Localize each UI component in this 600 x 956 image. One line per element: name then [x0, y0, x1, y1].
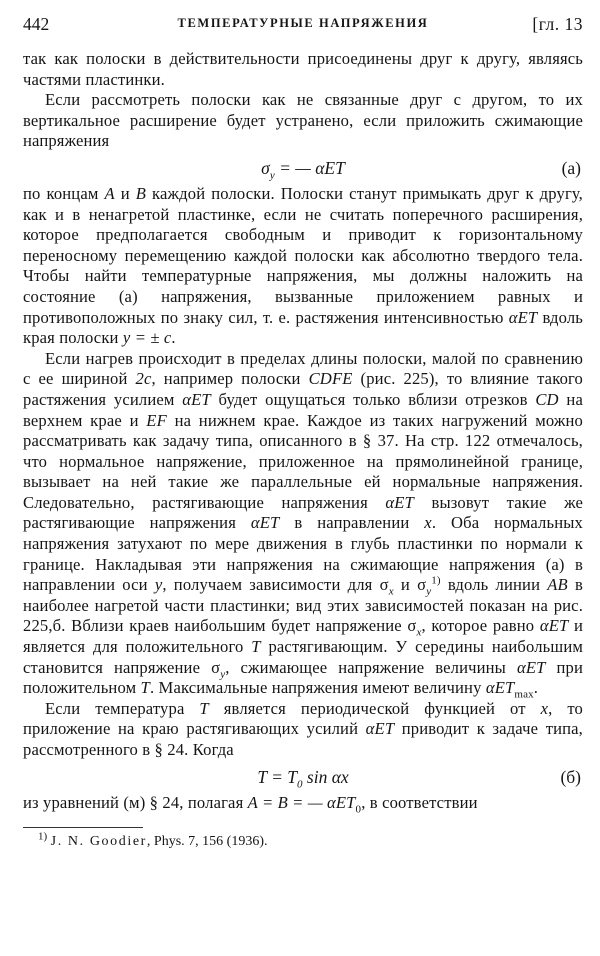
book-page: [23, 12, 583, 851]
footnote-divider: [23, 827, 143, 828]
chapter-label: [гл. 13: [532, 14, 583, 34]
paragraph-1: так как полоски в действительности присоединены друг к другу, являясь частями пластинки.: [23, 49, 583, 89]
running-title: ТЕМПЕРАТУРНЫЕ НАПРЯЖЕНИЯ: [177, 16, 429, 30]
page-header: [23, 12, 583, 38]
body-text: [23, 49, 583, 813]
formula-b-expression: $T = T_0$ sin αx: [257, 766, 349, 791]
paragraph-2: Если рассмотреть полоски как не связанные друг с другом, то их вертикальное расширение будет устранено, если приложить сжимающие напряжения: [23, 90, 583, 151]
paragraph-3: по концам A и B каждой полоски. Полоски станут примыкать друг к другу, как и в ненагретой пластинке, если не считать поперечного расширения, которое предполагается свободным и приводит к горизонтальному переносному перемещению каждой полоски как абсолютно твердого тела. Чтобы найти температурные напряжения, мы должны наложить на состояние (а) напряжения, вызванные приложением равных и противоположных по знаку сил, т. е. растяжения интенсивностью αET вдоль края полоски y = ± c.: [23, 183, 583, 348]
footnote: $^{1)}$ J. N. Goodier, Phys. 7, 156 (1936).: [38, 830, 268, 850]
paragraph-4: Если нагрев происходит в пределах длины полоски, малой по сравнению с ее шириной 2c, например полоски CDFE (рис. 225), то влияние такого растяжения усилием αET будет ощущаться только вблизи отрезков CD на верхнем крае и EF на нижнем крае. Каждое из таких нагружений можно рассматривать как задачу типа, описанного в § 37. На стр. 122 отмечалось, что нормальное напряжение, приложенное на прямолинейной границе, вызывает на ней такие же параллельные ей нормальные напряжения. Следовательно, растягивающие напряжения αET вызовут такие же растягивающие напряжения αET в направлении x. Оба нормальных напряжения затухают по мере движения в глубь пластинки по нормали к границе. Накладывая эти напряжения на сжимающие напряжения (а) в направлении оси y, получаем зависимости для $\sigma_x$ и $\sigma_y^{1)}$ вдоль линии AB в наиболее нагретой части пластинки; вид этих зависимостей показан на рис. 225,б. Вблизи краев наибольшим будет напряжение $\sigma_x$, которое равно αET и является для положительного T растягивающим. У середины наибольшим становится напряжение $\sigma_y$, сжимающее напряжение величины αET при положительном T. Максимальные напряжения имеют величину αET$_{max}$.: [23, 348, 584, 701]
paragraph-6: из уравнений (м) § 24, полагая A = B = — αET$_0$, в соответствии: [23, 792, 478, 815]
page-number: 442: [23, 14, 50, 34]
formula-a-tag: (а): [561, 157, 581, 178]
formula-a: [23, 152, 583, 184]
footnote-ref: 1): [431, 574, 441, 587]
formula-a-expression: $\sigma_y$ = — αET: [261, 157, 345, 182]
formula-b-tag: (б): [560, 766, 581, 787]
paragraph-5: Если температура T является периодической функцией от x, то приложение на краю растягивающих усилий αET приводит к задаче типа, рассмотренного в § 24. Когда: [23, 698, 583, 759]
formula-b: [23, 761, 583, 793]
